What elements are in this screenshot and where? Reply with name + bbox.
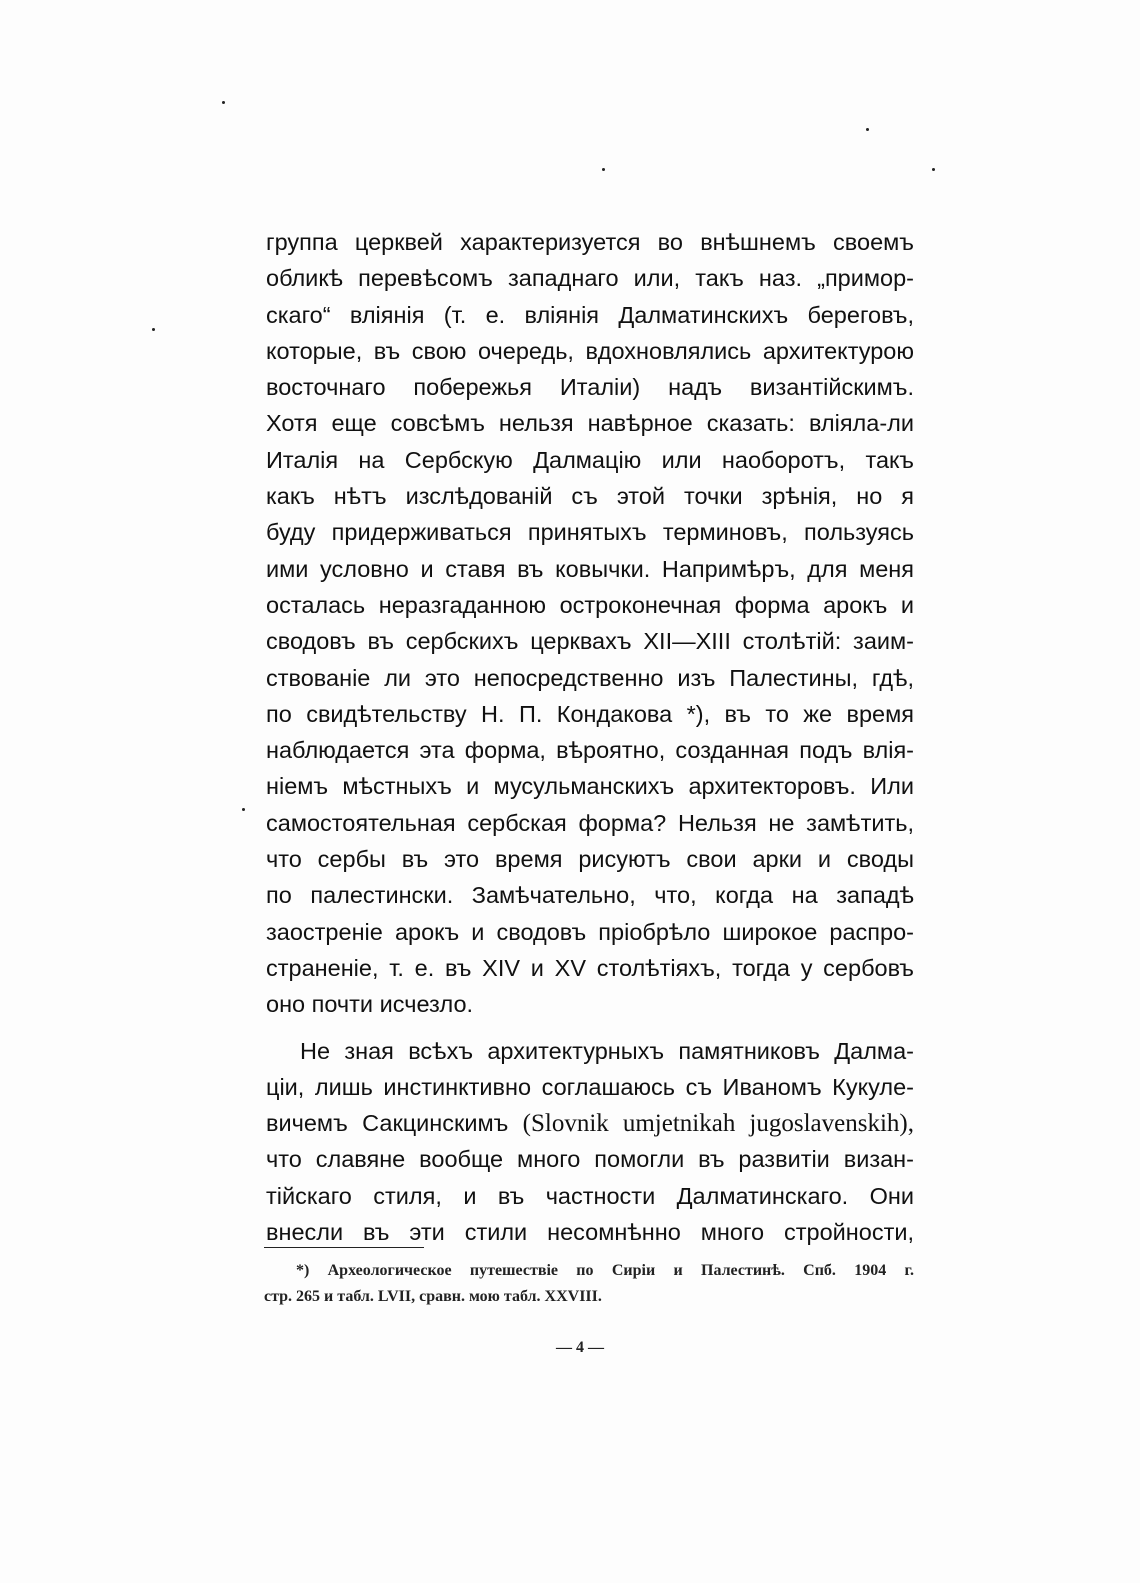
- scan-speck: [242, 808, 245, 811]
- scan-speck: [222, 101, 225, 104]
- scan-speck: [152, 328, 155, 331]
- text-line: обликѣ перевѣсомъ западнаго или, такъ наз. „примор-: [266, 265, 914, 292]
- text-line: оно почти исчезло.: [266, 991, 474, 1018]
- text-line: самостоятельная сербская форма? Нельзя не замѣтить,: [266, 809, 914, 836]
- text-run: вичемъ Сакцинскимъ: [266, 1110, 523, 1137]
- footnote-line: *) Археологическое путешествіе по Сиріи и Палестинѣ. Спб. 1904 г.: [296, 1262, 914, 1279]
- text-line: ими условно и ставя въ ковычки. Напримѣръ, для меня: [266, 555, 914, 582]
- text-line: Италія на Сербскую Далмацію или наоборотъ, такъ: [266, 446, 914, 473]
- italic-title-run: (Slovnik umjetnikah jugoslavenskih),: [522, 1110, 914, 1138]
- text-line: страненіе, т. е. въ XIV и XV столѣтіяхъ, тогда у сербовъ: [266, 954, 914, 981]
- text-line: группа церквей характеризуется во внѣшнемъ своемъ: [266, 229, 914, 255]
- text-line: Не зная всѣхъ архитектурныхъ памятниковъ Далма-: [300, 1037, 914, 1064]
- footnote-separator: [264, 1247, 424, 1248]
- body-text: [266, 224, 914, 1250]
- text-line: осталась неразгаданною остроконечная форма арокъ и: [266, 591, 914, 618]
- page-number: — 4 —: [556, 1339, 604, 1356]
- footnote-line: стр. 265 и табл. LVII, сравн. мою табл. XXVIII.: [264, 1288, 602, 1305]
- text-line: тійскаго стиля, и въ частности Далматинскаго. Они: [266, 1182, 914, 1209]
- text-line: по свидѣтельству Н. П. Кондакова *), въ то же время: [266, 700, 914, 727]
- text-line: что сербы въ это время рисуютъ свои арки и своды: [266, 846, 914, 873]
- paragraph: [266, 224, 914, 1023]
- text-line: какъ нѣтъ изслѣдованій съ этой точки зрѣнія, но я: [266, 483, 914, 510]
- scan-speck: [932, 168, 935, 171]
- footnote: [264, 1258, 914, 1310]
- text-line: что славяне вообще много помогли въ развитіи визан-: [266, 1146, 914, 1173]
- text-line: восточнаго побережья Италіи) надъ византійскимъ.: [266, 374, 914, 401]
- text-line: заостреніе арокъ и сводовъ пріобрѣло широкое распро-: [266, 918, 914, 945]
- text-line: ціи, лишь инстинктивно соглашаюсь съ Иваномъ Кукуле-: [266, 1073, 914, 1100]
- text-line: буду придерживаться принятыхъ терминовъ, пользуясь: [266, 519, 914, 546]
- text-line: внесли въ эти стили несомнѣнно много стройности,: [266, 1219, 914, 1246]
- text-line: сводовъ въ сербскихъ церквахъ XII—XIII столѣтій: заим-: [266, 628, 914, 655]
- text-line: Хотя еще совсѣмъ нельзя навѣрное сказать: вліяла-ли: [266, 410, 914, 437]
- text-line: ніемъ мѣстныхъ и мусульманскихъ архитекторовъ. Или: [266, 773, 914, 800]
- text-line: ствованіе ли это непосредственно изъ Палестины, гдѣ,: [266, 664, 914, 691]
- text-line: наблюдается эта форма, вѣроятно, созданная подъ влія-: [266, 737, 914, 764]
- text-line: скаго“ вліянія (т. е. вліянія Далматинскихъ береговъ,: [266, 301, 914, 328]
- scan-speck: [602, 168, 605, 171]
- text-line: которые, въ свою очередь, вдохновлялись архитектурою: [266, 337, 914, 364]
- paragraph: [266, 1033, 914, 1251]
- text-line: [266, 1105, 914, 1141]
- scan-speck: [866, 128, 869, 131]
- text-line: по палестински. Замѣчательно, что, когда на западѣ: [266, 882, 914, 909]
